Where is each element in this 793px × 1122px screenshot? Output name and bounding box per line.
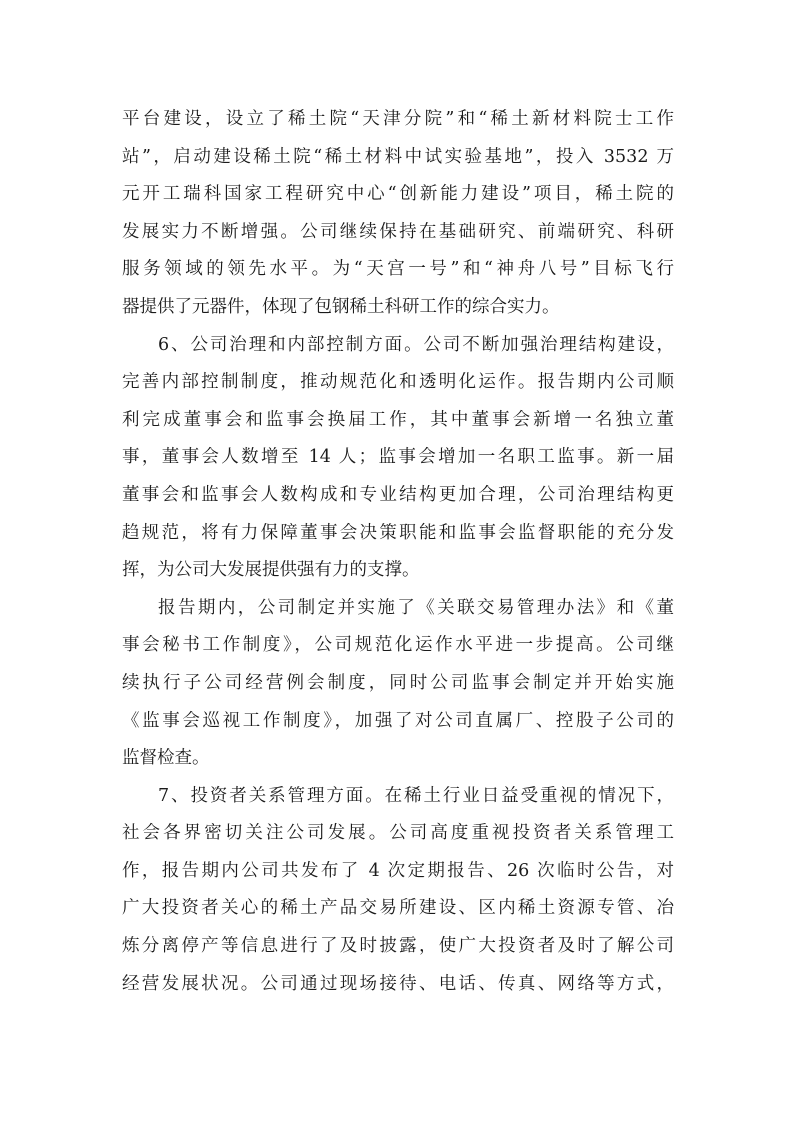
text-line: 事会秘书工作制度》，公司规范化运作水平进一步提高。公司继 [122, 635, 674, 656]
paragraph-platform-construction [122, 101, 674, 327]
text-line: 服务领域的领先水平。为“天宫一号”和“神舟八号”目标飞行 [122, 259, 674, 280]
text-line: 社会各界密切关注公司发展。公司高度重视投资者关系管理工 [122, 823, 674, 844]
text-line: 董事会和监事会人数构成和专业结构更加合理，公司治理结构更 [122, 484, 674, 505]
text-line: 监督检查。 [122, 748, 210, 769]
text-line: 发展实力不断增强。公司继续保持在基础研究、前端研究、科研 [122, 221, 674, 242]
text-line: 站”，启动建设稀土院“稀土材料中试实验基地”，投入 3532 万 [122, 146, 674, 167]
text-line: 《监事会巡视工作制度》，加强了对公司直属厂、控股子公司的 [122, 710, 674, 731]
text-line: 器提供了元器件，体现了包钢稀土科研工作的综合实力。 [122, 296, 560, 317]
text-line: 炼分离停产等信息进行了及时披露，使广大投资者及时了解公司 [122, 936, 674, 957]
text-line: 挥，为公司大发展提供强有力的支撑。 [122, 560, 420, 581]
paragraph-investor-relations [122, 778, 674, 1004]
text-line: 广大投资者关心的稀土产品交易所建设、区内稀土资源专管、冶 [122, 898, 674, 919]
text-line: 报告期内，公司制定并实施了《关联交易管理办法》和《董 [158, 597, 674, 618]
text-line: 平台建设，设立了稀土院“天津分院”和“稀土新材料院士工作 [122, 109, 674, 129]
text-line: 元开工瑞科国家工程研究中心“创新能力建设”项目，稀土院的 [122, 184, 674, 205]
document-body [122, 101, 674, 1003]
text-line: 利完成董事会和监事会换届工作，其中董事会新增一名独立董 [122, 409, 674, 430]
text-line: 7、投资者关系管理方面。在稀土行业日益受重视的情况下， [158, 785, 674, 806]
text-line: 6、公司治理和内部控制方面。公司不断加强治理结构建设， [158, 334, 674, 355]
text-line: 经营发展状况。公司通过现场接待、电话、传真、网络等方式， [122, 973, 674, 994]
paragraph-corporate-governance [122, 327, 674, 590]
text-line: 作，报告期内公司共发布了 4 次定期报告、26 次临时公告，对 [122, 860, 674, 881]
text-line: 事，董事会人数增至 14 人；监事会增加一名职工监事。新一届 [122, 447, 674, 468]
text-line: 完善内部控制制度，推动规范化和透明化运作。报告期内公司顺 [122, 372, 674, 393]
text-line: 续执行子公司经营例会制度，同时公司监事会制定并开始实施 [122, 672, 674, 693]
paragraph-management-rules [122, 590, 674, 778]
text-line: 趋规范，将有力保障董事会决策职能和监事会监督职能的充分发 [122, 522, 674, 543]
